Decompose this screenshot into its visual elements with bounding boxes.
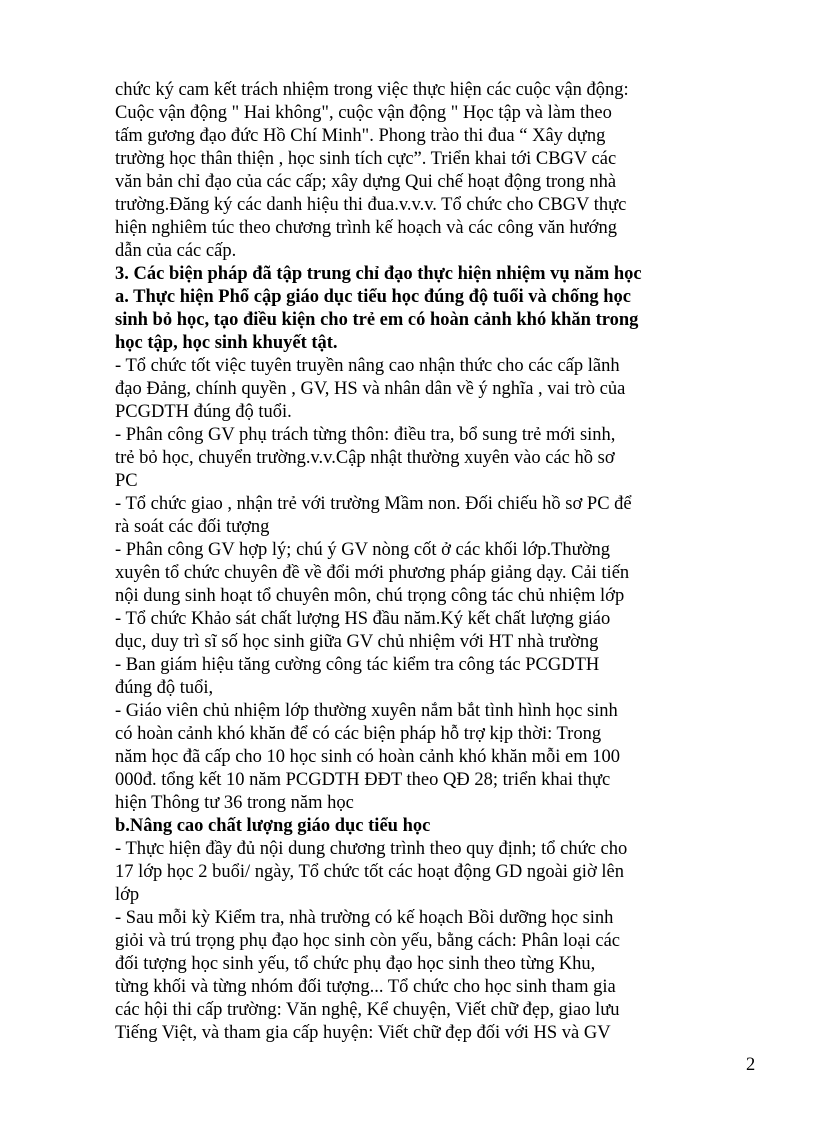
text-line: 17 lớp học 2 buổi/ ngày, Tổ chức tốt các hoạt động GD ngoài giờ lên bbox=[115, 862, 624, 882]
text-line: - Tổ chức tốt việc tuyên truyền nâng cao nhận thức cho các cấp lãnh bbox=[115, 356, 620, 376]
text-line: lớp bbox=[115, 885, 140, 905]
text-line: - Phân công GV phụ trách từng thôn: điều tra, bổ sung trẻ mới sinh, bbox=[115, 425, 616, 445]
text-line: Cuộc vận động " Hai không", cuộc vận động " Học tập và làm theo bbox=[115, 103, 612, 123]
text-line: - Sau mỗi kỳ Kiểm tra, nhà trường có kế hoạch Bồi dưỡng học sinh bbox=[115, 908, 614, 928]
text-line: tấm gương đạo đức Hồ Chí Minh". Phong trào thi đua “ Xây dựng bbox=[115, 126, 606, 146]
text-line: năm học đã cấp cho 10 học sinh có hoàn cảnh khó khăn mỗi em 100 bbox=[115, 747, 621, 767]
text-line: 000đ. tổng kết 10 năm PCGDTH ĐĐT theo QĐ 28; triển khai thực bbox=[115, 770, 611, 790]
text-line: từng khối và từng nhóm đối tượng... Tổ chức cho học sinh tham gia bbox=[115, 977, 616, 997]
text-line: - Tổ chức giao , nhận trẻ với trường Mầm non. Đối chiếu hồ sơ PC để bbox=[115, 494, 632, 514]
text-line: - Phân công GV hợp lý; chú ý GV nòng cốt ở các khối lớp.Thường bbox=[115, 540, 610, 560]
heading-line: b.Nâng cao chất lượng giáo dục tiểu học bbox=[115, 816, 431, 836]
text-line: - Tổ chức Khảo sát chất lượng HS đầu năm.Ký kết chất lượng giáo bbox=[115, 609, 611, 629]
text-line: PC bbox=[115, 471, 138, 491]
text-line: hiện Thông tư 36 trong năm học bbox=[115, 793, 354, 813]
text-line: dục, duy trì sĩ số học sinh giữa GV chủ nhiệm với HT nhà trường bbox=[115, 632, 599, 652]
text-line: - Thực hiện đầy đủ nội dung chương trình theo quy định; tổ chức cho bbox=[115, 839, 628, 859]
text-line: đạo Đảng, chính quyền , GV, HS và nhân dân về ý nghĩa , vai trò của bbox=[115, 379, 626, 399]
page-content bbox=[115, 79, 765, 1045]
text-line: Tiếng Việt, và tham gia cấp huyện: Viết chữ đẹp đối với HS và GV bbox=[115, 1023, 611, 1043]
text-line: trường học thân thiện , học sinh tích cực”. Triển khai tới CBGV các bbox=[115, 149, 617, 169]
text-line: đúng độ tuổi, bbox=[115, 678, 214, 698]
text-line: dẫn của các cấp. bbox=[115, 241, 237, 261]
text-line: xuyên tổ chức chuyên đề về đổi mới phương pháp giảng dạy. Cải tiến bbox=[115, 563, 630, 583]
text-line: nội dung sinh hoạt tổ chuyên môn, chú trọng công tác chủ nhiệm lớp bbox=[115, 586, 625, 606]
text-line: có hoàn cảnh khó khăn để có các biện pháp hỗ trợ kịp thời: Trong bbox=[115, 724, 602, 744]
text-line: - Giáo viên chủ nhiệm lớp thường xuyên nắm bắt tình hình học sinh bbox=[115, 701, 618, 721]
heading-line: a. Thực hiện Phổ cập giáo dục tiểu học đúng độ tuổi và chống học bbox=[115, 287, 632, 307]
heading-line: 3. Các biện pháp đã tập trung chỉ đạo thực hiện nhiệm vụ năm học bbox=[115, 264, 642, 284]
text-line: chức ký cam kết trách nhiệm trong việc thực hiện các cuộc vận động: bbox=[115, 80, 629, 100]
text-line: các hội thi cấp trường: Văn nghệ, Kể chuyện, Viết chữ đẹp, giao lưu bbox=[115, 1000, 620, 1020]
text-line: đối tượng học sinh yếu, tổ chức phụ đạo học sinh theo từng Khu, bbox=[115, 954, 596, 974]
text-line: - Ban giám hiệu tăng cường công tác kiểm tra công tác PCGDTH bbox=[115, 655, 600, 675]
text-line: giỏi và trú trọng phụ đạo học sinh còn yếu, bằng cách: Phân loại các bbox=[115, 931, 621, 951]
text-line: trẻ bỏ học, chuyển trường.v.v.Cập nhật thường xuyên vào các hồ sơ bbox=[115, 448, 615, 468]
heading-line: học tập, học sinh khuyết tật. bbox=[115, 333, 338, 353]
heading-line: sinh bỏ học, tạo điều kiện cho trẻ em có hoàn cảnh khó khăn trong bbox=[115, 310, 639, 330]
text-line: rà soát các đối tượng bbox=[115, 517, 270, 537]
text-line: PCGDTH đúng độ tuổi. bbox=[115, 402, 292, 422]
text-line: văn bản chỉ đạo của các cấp; xây dựng Qui chế hoạt động trong nhà bbox=[115, 172, 617, 192]
text-line: trường.Đăng ký các danh hiệu thi đua.v.v.v. Tổ chức cho CBGV thực bbox=[115, 195, 627, 215]
page-number: 2 bbox=[746, 1055, 756, 1075]
text-line: hiện nghiêm túc theo chương trình kế hoạch và các công văn hướng bbox=[115, 218, 617, 238]
